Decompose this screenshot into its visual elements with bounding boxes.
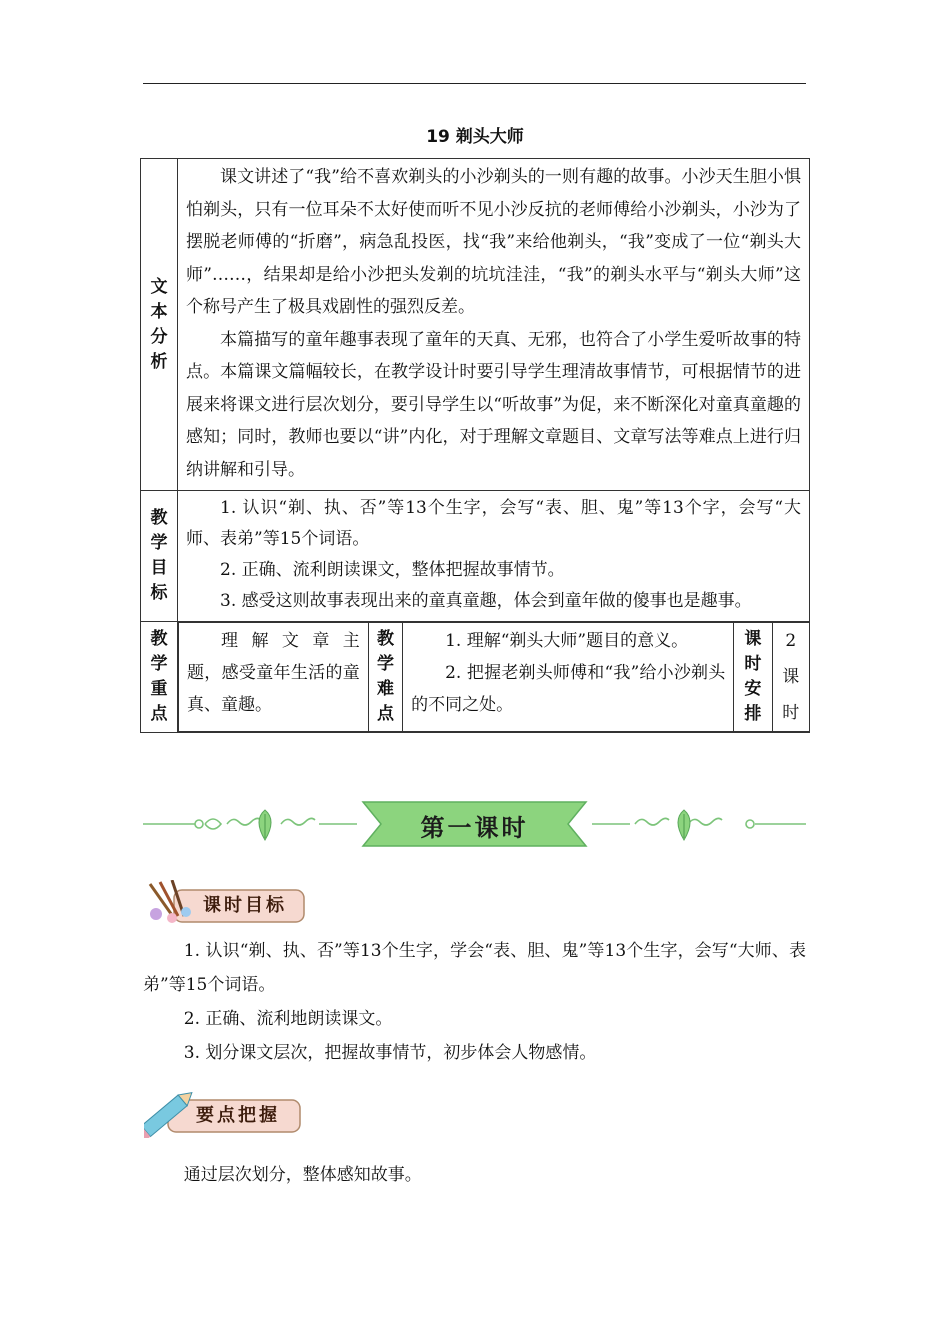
key-grasp-item: 通过层次划分，整体感知故事。 — [183, 1165, 422, 1185]
lesson-plan-table — [140, 158, 810, 733]
first-lesson-banner — [143, 796, 806, 852]
difficulty-item: 1. 理解“剃头大师”题目的意义。 — [445, 631, 689, 651]
page-title: 19 剃头大师 — [426, 127, 524, 147]
goal-item: 1. 认识“剃、执、否”等13个生字，会写“表、胆、鬼”等13个字，会写“大师、表弟”等15个词语。 — [186, 498, 801, 549]
lesson-goal-item: 3. 划分课文层次，把握故事情节，初步体会人物感情。 — [183, 1043, 597, 1063]
schedule-value: 2 课 时 — [772, 623, 809, 732]
teaching-goals-content — [178, 491, 810, 622]
lesson-goals-tag — [144, 880, 309, 926]
analysis-paragraph: 课文讲述了“我”给不喜欢剃头的小沙剃头的一则有趣的故事。小沙天生胆小惧怕剃头，只有一位耳朵不太好使而听不见小沙反抗的老师傅给小沙剃头，小沙为了摆脱老师傅的“折磨”，病急乱投医，找“我”来给他剃头，“我”变成了一位“剃头大师”……，结果却是给小沙把头发剃的坑坑洼洼，“我”的剃头水平与“剃头大师”这个称号产生了极具戏剧性的强烈反差。 — [186, 167, 801, 317]
key-grasp-tag — [144, 1088, 304, 1138]
teaching-goals-label: 教 学 目 标 — [141, 491, 178, 622]
banner-title: 第一课时 — [420, 814, 529, 842]
lesson-goal-item: 1. 认识“剃、执、否”等13个生字，学会“表、胆、鬼”等13个生字，会写“大师、表弟”等15个词语。 — [143, 941, 806, 995]
lesson-goal-item: 2. 正确、流利地朗读课文。 — [183, 1009, 393, 1029]
text-analysis-label: 文 本 分 析 — [141, 159, 178, 491]
lesson-goals-tag-label: 课时目标 — [203, 895, 287, 916]
key-grasp-tag-label: 要点把握 — [196, 1105, 280, 1126]
header-rule — [143, 83, 806, 84]
focus-subtable — [178, 622, 809, 732]
difficulty-item: 2. 把握老剃头师傅和“我”给小沙剃头的不同之处。 — [411, 663, 726, 715]
schedule-label: 课 时 安 排 — [734, 623, 772, 732]
difficulties-content — [403, 623, 734, 732]
key-points-content: 理 解 文 章 主题，感受童年生活的童真、童趣。 — [179, 623, 369, 732]
lesson-goals-list — [143, 934, 806, 1070]
teaching-goals-row — [141, 491, 810, 622]
analysis-paragraph: 本篇描写的童年趣事表现了童年的天真、无邪，也符合了小学生爱听故事的特点。本篇课文篇幅较长，在教学设计时要引导学生理清故事情节，可根据情节的进展来将课文进行层次划分，要引导学生以“听故事”为促，来不断深化对童真童趣的感知；同时，教师也要以“讲”内化，对于理解文章题目、文章写法等难点上进行归纳讲解和引导。 — [186, 329, 801, 480]
text-analysis-content — [178, 159, 810, 491]
key-grasp-list — [143, 1158, 806, 1192]
focus-subtable-cell — [178, 622, 810, 733]
key-points-label: 教 学 重 点 — [141, 622, 178, 733]
goal-item: 2. 正确、流利朗读课文，整体把握故事情节。 — [220, 560, 565, 580]
difficulties-label: 教 学 难 点 — [368, 623, 402, 732]
focus-row — [141, 622, 810, 733]
goal-item: 3. 感受这则故事表现出来的童真童趣，体会到童年做的傻事也是趣事。 — [220, 591, 752, 611]
text-analysis-row — [141, 159, 810, 491]
